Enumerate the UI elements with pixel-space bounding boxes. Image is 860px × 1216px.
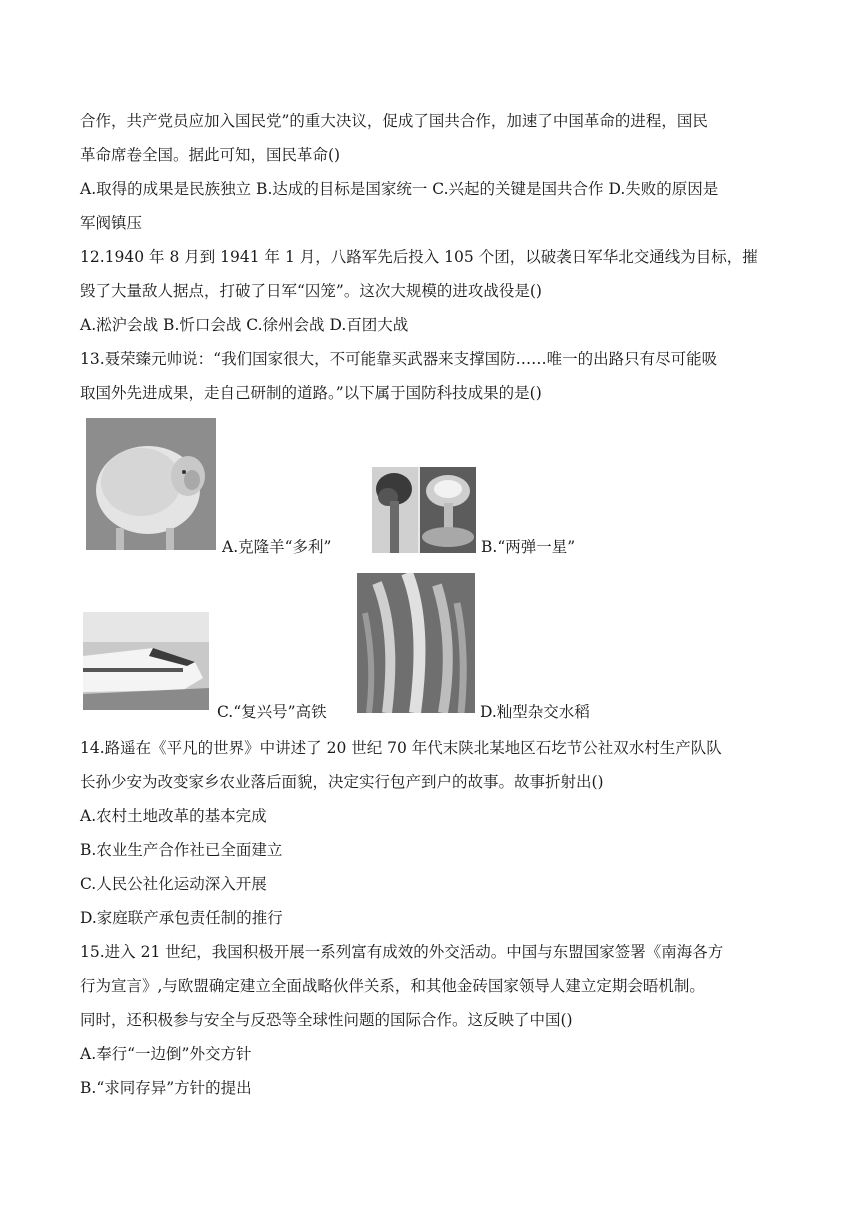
text-line: 革命席卷全国。据此可知，国民革命() [80, 146, 341, 164]
option-a-caption: A.克隆羊“多利” [222, 538, 332, 556]
text-line: 合作，共产党员应加入国民党”的重大决议，促成了国共合作，加速了中国革命的进程，国民 [80, 112, 708, 130]
text-line: D.家庭联产承包责任制的推行 [80, 909, 283, 927]
text-line: 长孙少安为改变家乡农业落后面貌，决定实行包产到户的故事。故事折射出() [80, 773, 604, 791]
text-line: B.“求同存异”方针的提出 [80, 1079, 252, 1097]
option-b-caption: B.“两弹一星” [481, 538, 576, 556]
text-line: A.农村土地改革的基本完成 [80, 807, 267, 825]
text-line: 同时，还积极参与安全与反恐等全球性问题的国际合作。这反映了中国() [80, 1011, 573, 1029]
option-d-caption: D.籼型杂交水稻 [480, 703, 590, 721]
text-line: A.取得的成果是民族独立 B.达成的目标是国家统一 C.兴起的关键是国共合作 D.失败的原因是 [80, 180, 719, 198]
text-line: 13.聂荣臻元帅说：“我们国家很大，不可能靠买武器来支撑国防……唯一的出路只有尽可能吸 [80, 350, 718, 368]
text-line: C.人民公社化运动深入开展 [80, 875, 267, 893]
cloned-sheep-photo [86, 418, 216, 550]
text-line: 12.1940 年 8 月到 1941 年 1 月，八路军先后投入 105 个团，以破袭日军华北交通线为目标，摧 [80, 248, 758, 266]
high-speed-train-photo [83, 612, 209, 710]
text-line: 毁了大量敌人据点，打破了日军“囚笼”。这次大规模的进攻战役是() [80, 282, 542, 300]
bomb-test-photo [372, 467, 476, 553]
option-c-caption: C.“复兴号”高铁 [217, 703, 327, 721]
text-line: A.奉行“一边倒”外交方针 [80, 1045, 252, 1063]
text-line: 行为宣言》,与欧盟确定建立全面战略伙伴关系，和其他金砖国家领导人建立定期会晤机制。 [80, 977, 705, 995]
hybrid-rice-photo [357, 573, 475, 713]
text-line: 14.路遥在《平凡的世界》中讲述了 20 世纪 70 年代末陕北某地区石圪节公社双水村生产队队 [80, 739, 722, 757]
text-line: B.农业生产合作社已全面建立 [80, 841, 283, 859]
text-line: 取国外先进成果，走自己研制的道路。”以下属于国防科技成果的是() [80, 384, 542, 402]
text-line: 军阀镇压 [80, 214, 143, 232]
text-line: A.淞沪会战 B.忻口会战 C.徐州会战 D.百团大战 [80, 316, 409, 334]
text-line: 15.进入 21 世纪，我国积极开展一系列富有成效的外交活动。中国与东盟国家签署《南海各方 [80, 943, 724, 961]
